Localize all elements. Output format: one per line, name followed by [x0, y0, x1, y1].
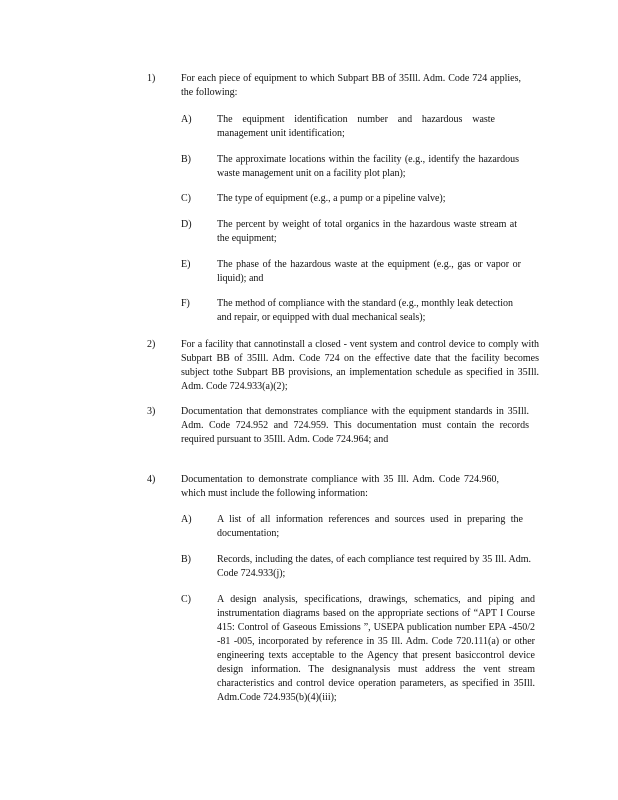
subitem-text: The approximate locations within the facility (e.g., identify the hazardous waste management unit on a facility plot plan); — [217, 154, 519, 179]
subitem-text: The equipment identification number and hazardous waste management unit identification; — [217, 114, 495, 139]
subitem-letter: E) — [181, 259, 191, 270]
subitem-text: A design analysis, specifications, drawings, schematics, and piping and instrumentation diagrams based on the appropriate sections of “APT I Course 415: Control of Gaseous Emissions ”, USEPA publication number EPA -450/2 -81 -005, incorporated by reference in 35 Ill. Adm. Code 720.111(a) or other engineering texts acceptable to the Agency that present basiccontrol device design information. The designanalysis must address the vent stream characteristics and control device operation parameters, as specified in 35Ill. Adm.Code 724.935(b)(4)(iii); — [217, 594, 535, 703]
subitem-text: The type of equipment (e.g., a pump or a pipeline valve); — [217, 193, 446, 204]
subitem-letter: B) — [181, 154, 191, 165]
subitem-letter: A) — [181, 114, 192, 125]
item-text: Documentation that demonstrates compliance with the equipment standards in 35Ill. Adm. Code 724.952 and 724.959. This documentation must contain the records required pursuant to 35Ill. Adm. Code 724.964; and — [181, 406, 529, 445]
subitem-text: Records, including the dates, of each compliance test required by 35 Ill. Adm. Code 724.933(j); — [217, 554, 531, 579]
subitem-text: The phase of the hazardous waste at the equipment (e.g., gas or vapor or liquid); and — [217, 259, 521, 284]
subitem-text: A list of all information references and sources used in preparing the documentation; — [217, 514, 523, 539]
subitem-letter: C) — [181, 193, 191, 204]
item-text: Documentation to demonstrate compliance with 35 Ill. Adm. Code 724.960, which must include the following information: — [181, 474, 499, 499]
subitem-letter: A) — [181, 514, 192, 525]
subitem-text: The percent by weight of total organics in the hazardous waste stream at the equipment; — [217, 219, 517, 244]
subitem-letter: F) — [181, 298, 190, 309]
item-number: 3) — [147, 406, 156, 417]
subitem-letter: C) — [181, 594, 191, 605]
subitem-text: The method of compliance with the standard (e.g., monthly leak detection and repair, or equipped with dual mechanical seals); — [217, 298, 513, 323]
subitem-letter: D) — [181, 219, 192, 230]
item-text: For each piece of equipment to which Subpart BB of 35Ill. Adm. Code 724 applies, the following: — [181, 73, 521, 98]
item-number: 2) — [147, 339, 156, 350]
item-number: 1) — [147, 73, 156, 84]
item-number: 4) — [147, 474, 156, 485]
item-text: For a facility that cannotinstall a closed - vent system and control device to comply with Subpart BB of 35Ill. Adm. Code 724 on the effective date that the facility becomes subject tothe Subpart BB provisions, an implementation schedule as specified in 35Ill. Adm. Code 724.933(a)(2); — [181, 339, 539, 392]
subitem-letter: B) — [181, 554, 191, 565]
